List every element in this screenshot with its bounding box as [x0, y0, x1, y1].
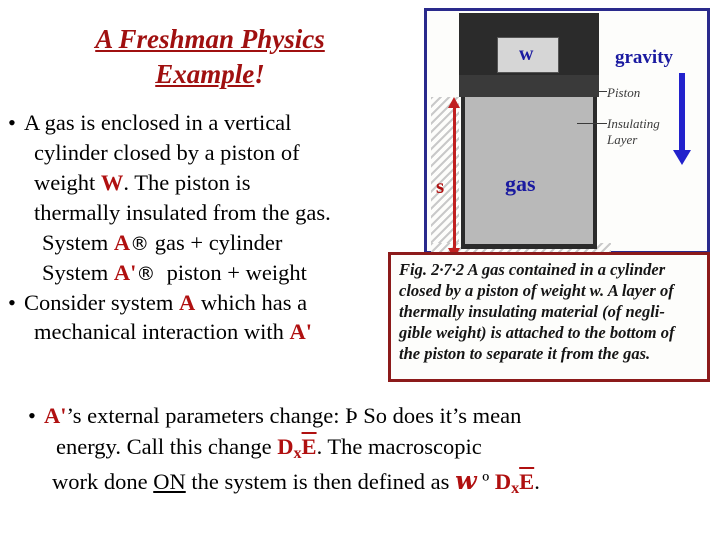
gravity-arrow-icon [679, 73, 685, 151]
left-text-block [8, 108, 418, 347]
system-a-prime-line: System A'® piston + weight [42, 259, 307, 285]
bullet-line-5: • Consider system A which has a [8, 288, 418, 318]
distance-arrow-s-icon [453, 107, 456, 249]
system-a-symbol-2: A [179, 289, 196, 315]
annotation-insulating-layer: Insulating Layer [607, 116, 660, 148]
delta-symbol: D [277, 434, 294, 460]
caption-line-1: Fig. 2·7·2 A gas contained in a cylinder [399, 260, 666, 279]
leader-line-piston [577, 91, 607, 92]
caption-line-4: gible weight) is attached to the bottom of [399, 323, 675, 343]
page-title [10, 22, 410, 91]
figure-scan-background [427, 11, 707, 251]
caption-line-2: closed by a piston of weight w. A layer of [399, 281, 674, 301]
caption-line-5: the piston to separate it from the gas. [399, 344, 651, 364]
system-a-prime-symbol: A' [113, 259, 137, 285]
weight-symbol: W [100, 169, 124, 195]
figure-caption [388, 252, 710, 382]
mean-energy-symbol: $\overline{E}$ [301, 434, 317, 460]
system-a-symbol: A [113, 229, 131, 255]
label-gas: gas [505, 171, 536, 196]
bullet-glyph-icon-3: • [28, 403, 36, 428]
bullet-glyph-icon: • [8, 110, 16, 135]
bullet-line-3: weight W. The piston is [34, 169, 251, 195]
delta-subscript-x-2: x [511, 479, 520, 498]
bullet-line-2: cylinder closed by a piston of [34, 139, 300, 165]
bottom-line-2: energy. Call this change $D_x\overline{E}$. The macroscopic [56, 434, 482, 463]
bottom-line-1: • A'’s external parameters change: Þ So does it’s mean [10, 400, 710, 431]
delta-subscript-x: x [293, 444, 302, 463]
arrow-right-icon: ® [130, 232, 150, 255]
bullet-line-6: mechanical interaction with A' [34, 319, 313, 345]
piston-block [459, 75, 599, 97]
label-weight-w: w [519, 43, 534, 65]
bullet-line-4: thermally insulated from the gas. [34, 199, 331, 225]
on-emphasis: ON [153, 469, 186, 495]
bullet-line-1: • A gas is enclosed in a vertical [8, 108, 418, 138]
title-line-1: A Freshman Physics [95, 24, 325, 54]
work-symbol: w [455, 466, 477, 496]
title-line-2: Example! [155, 58, 265, 89]
system-a-prime-symbol-2: A' [289, 319, 313, 345]
caption-line-3: thermally insulating material (of negli- [399, 302, 665, 322]
arrow-right-icon-2: ® [136, 262, 156, 285]
delta-symbol-2: D [494, 469, 512, 495]
mean-energy-symbol-2: $\overline{E}$ [519, 469, 535, 495]
bottom-text-block [10, 400, 710, 500]
bullet-glyph-icon-2: • [8, 289, 16, 315]
annotation-piston: Piston [607, 85, 641, 100]
label-s: s [436, 174, 445, 198]
system-a-line: System A® gas + cylinder [42, 229, 283, 255]
system-a-prime-symbol-3: A' [44, 403, 67, 428]
leader-line-insulating [577, 123, 607, 124]
bottom-line-3: work done ON the system is then defined as w º $D_x\overline{E}$. [52, 466, 540, 498]
figure-panel [424, 8, 710, 254]
label-gravity: gravity [615, 47, 674, 68]
